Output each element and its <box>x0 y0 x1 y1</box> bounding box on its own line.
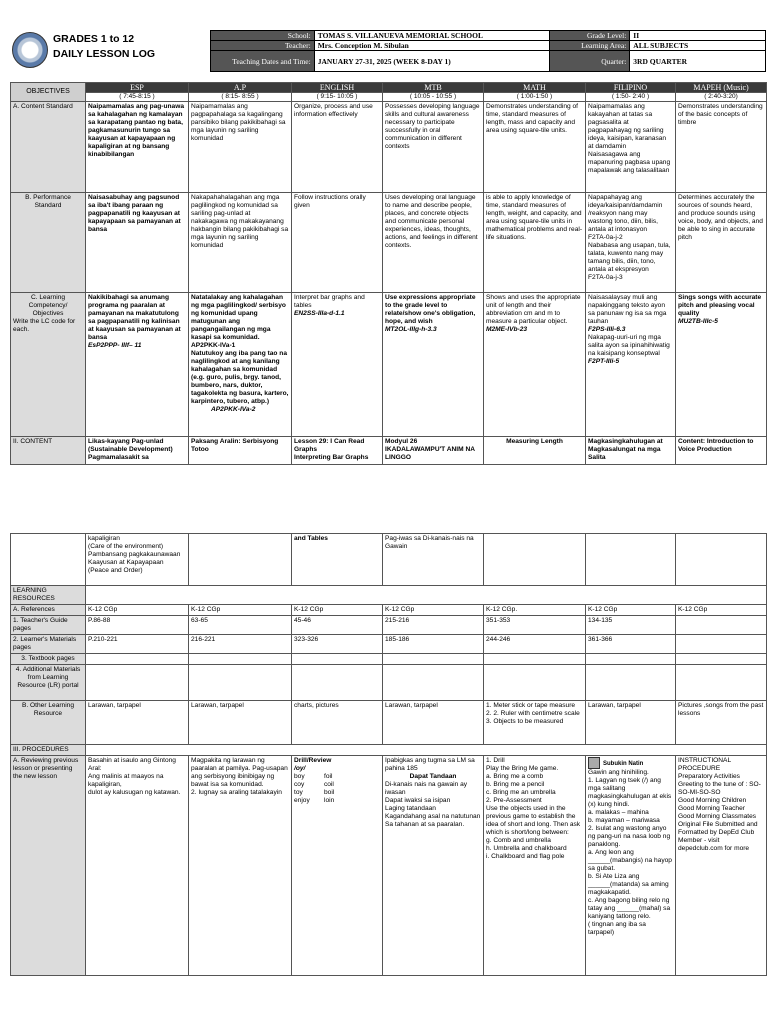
content-cont-filipino <box>586 534 676 586</box>
learners-materials-label: 2. Learner's Materials pages <box>11 635 86 654</box>
review-mtb-title: Dapat Tandaan <box>409 773 457 780</box>
tg-mtb: 215-216 <box>383 616 484 635</box>
competency-filipino <box>586 293 676 437</box>
objectives-label: OBJECTIVES <box>11 83 86 102</box>
school-label: School: <box>211 31 315 41</box>
subject-mtb: MTB <box>383 83 484 93</box>
time-math: ( 1:00-1:50 ) <box>484 93 586 102</box>
content-standard-mapeh: Demonstrates understanding of the basic concepts of timbre <box>676 102 767 193</box>
content-english: Lesson 29: I Can Read Graphs Interpreting Bar Graphs <box>292 437 383 465</box>
lm-mapeh <box>676 635 767 654</box>
review-esp: Basahin at isaulo ang Gintong Aral: Ang malinis at maayos na kapaligiran, dulot ay kalusugan ng katawan. <box>86 756 189 976</box>
school-value: TOMAS S. VILLANUEVA MEMORIAL SCHOOL <box>314 31 550 41</box>
content-standard-esp: Naipamamalas ang pag-unawa sa kahalagahan ng kamalayan sa karapatang pantao ng bata, pagkamasunurin tungo sa kaayusan at kapayapaan ng kapaligiran at ng bansang kinabibilangan <box>86 102 189 193</box>
competency-note: Write the LC code for each. <box>13 318 76 333</box>
performance-standard-mtb: Uses developing oral language to name and describe people, places, and concrete objects and communicate personal experiences, ideas, thoughts, actions, and feelings in different contexts. <box>383 193 484 293</box>
competency-mapeh-code: MU2TB-IIIc-5 <box>678 318 718 325</box>
competency-mapeh-text: Sings songs with accurate pitch and pleasing vocal quality <box>678 294 762 317</box>
review-filipino-text: Gawin ang hinihiling. 1. Lagyan ng tsek (/) ang mga salitang magkasingkahulugan at ekis (x) kung hindi. a. malakas – mahina b. mayaman – mariwasa 2. Isulat ang wastong anyo ng pang-uri na nasa loob ng panaklong. a. Ang leon ang ______(mabangis) na hayop sa gubat. b. Si Ate Liza ang ______(matanda) sa aming magkakapatid. c. Ang bagong biling relo ng tatay ang ______(mahal) sa kaniyang tatlong relo. ( tingnan ang iba sa tarpapel) <box>588 769 672 936</box>
time-filipino: ( 1:50- 2:40 ) <box>586 93 676 102</box>
content-cont-label <box>11 534 86 586</box>
competency-english <box>292 293 383 437</box>
drill-word-row: boy foil <box>294 773 333 780</box>
other-math: 1. Meter stick or tape measure 2. 2. Ruler with centimetre scale 3. Objects to be measured <box>484 701 586 745</box>
competency-math-text: Shows and uses the appropriate unit of length and their abbreviation cm and m to measure a particular object. <box>486 294 581 325</box>
references-filipino: K-12 CGp <box>586 605 676 616</box>
teacher-label: Teacher: <box>211 41 315 51</box>
content-standard-math: Demonstrates understanding of time, standard measures of length, mass and capacity and area using square-tile units. <box>484 102 586 193</box>
review-math: 1. Drill Play the Bring Me game. a. Bring me a comb b. Bring me a pencil c. Bring me an umbrella 2. Pre-Assessment Use the objects used in the previous game to establish the idea of short and long. Then ask which is short/long between: g. Comb and umbrella h. Umbrella and chalkboard i. Chalkboard and flag pole <box>484 756 586 976</box>
content-ap: Paksang Aralin: Serbisyong Totoo <box>189 437 292 465</box>
subject-math: MATH <box>484 83 586 93</box>
review-mtb-poem: Di-kanais nais na gawain ay iwasan Dapat iwaksi sa isipan Laging tatandaan Kagandahang asal na natutunan Sa tahanan at sa paaralan. <box>385 781 481 828</box>
competency-mtb-code: MT2OL-IIIg-h-3.3 <box>385 326 437 333</box>
lesson-log-table-page2 <box>10 533 767 976</box>
other-esp: Larawan, tarpapel <box>86 701 189 745</box>
references-mapeh: K-12 CGp <box>676 605 767 616</box>
review-mtb-intro: Ipabigkas ang tugma sa LM sa pahina 185 <box>385 757 475 772</box>
review-english-sound: /oy/ <box>294 765 306 772</box>
review-filipino <box>586 756 676 976</box>
drill-word-row: coy coil <box>294 781 334 788</box>
drill-word-row: toy boil <box>294 789 335 796</box>
other-english: charts, pictures <box>292 701 383 745</box>
grade-value: II <box>630 31 766 41</box>
other-mapeh: Pictures ,songs from the past lessons <box>676 701 767 745</box>
procedures-label: III. PROCEDURES <box>11 745 86 756</box>
lm-filipino: 361-366 <box>586 635 676 654</box>
competency-esp <box>86 293 189 437</box>
time-english: ( 9:15- 10:05 ) <box>292 93 383 102</box>
other-filipino: Larawan, tarpapel <box>586 701 676 745</box>
document-title <box>53 32 155 62</box>
content-filipino: Magkasingkahulugan at Magkasalungat na mga Salita <box>586 437 676 465</box>
competency-math-code: M2ME-IVb-23 <box>486 326 528 333</box>
subject-filipino: FILIPINO <box>586 83 676 93</box>
lm-math: 244-246 <box>484 635 586 654</box>
content-label: II. CONTENT <box>11 437 86 465</box>
content-cont-english: and Tables <box>292 534 383 586</box>
tg-filipino: 134-135 <box>586 616 676 635</box>
other-resource-label: B. Other Learning Resource <box>11 701 86 745</box>
content-standard-filipino: Naipamamalas ang kakayahan at tatas sa pagsasalita at pagpapahayag ng sariling ideya, kaisipan, karanasan at damdamin Naisasagawa ang mapanuring pagbasa upang mapalawak ang talasalitaan <box>586 102 676 193</box>
content-standard-english: Organize, process and use information effectively <box>292 102 383 193</box>
subject-esp: ESP <box>86 83 189 93</box>
subject-ap: A.P <box>189 83 292 93</box>
competency-mtb-text: Use expressions appropriate to the grade level to relate/show one's obligation, hope, and wish <box>385 294 476 325</box>
tg-ap: 63-65 <box>189 616 292 635</box>
content-cont-mtb: Pag-iwas sa Di-kanais-nais na Gawain <box>383 534 484 586</box>
quarter-value: 3RD QUARTER <box>630 51 766 72</box>
performance-standard-esp: Naisasabuhay ang pagsunod sa iba't ibang paraan ng pagpapanatili ng kaayusan at kapayapaan sa pamayanan at bansa <box>86 193 189 293</box>
time-ap: ( 8:15- 8:55 ) <box>189 93 292 102</box>
references-ap: K-12 CGp <box>189 605 292 616</box>
time-esp: ( 7:45-8:15 ) <box>86 93 189 102</box>
competency-filipino-code: F2PS-IIIi-6.3 <box>588 326 626 333</box>
tg-mapeh <box>676 616 767 635</box>
review-english-title: Drill/Review <box>294 757 332 764</box>
competency-ap-text: Natatalakay ang kahalagahan ng mga paglilingkod/ serbisyo ng komunidad upang matugunan ang pangangailangan ng mga kasapi sa komunidad. AP2PKK-IVa-1 Natutukoy ang iba pang tao na naglilingkod at ang kanilang kahalagahan sa komunidad (e.g. guro, pulis, brgy. tanod, bumbero, nars, duktor, tagakolekta ng basura, kartero, karpintero, tubero, atbp.) <box>191 294 289 405</box>
other-mtb: Larawan, tarpapel <box>383 701 484 745</box>
learning-resources-row <box>86 586 767 605</box>
references-mtb: K-12 CGp <box>383 605 484 616</box>
competency-esp-code: EsP2PPP- IIIf– 11 <box>88 342 142 349</box>
lm-esp: P.210-221 <box>86 635 189 654</box>
teacher-value: Mrs. Conception M. Sibulan <box>314 41 550 51</box>
review-ap: Magpakita ng larawan ng paaralan at pamilya. Pag-usapan ang serbisyong ibinibigay ng bawat isa sa komunidad. 2. Iugnay sa araling tatalakayin <box>189 756 292 976</box>
title-line-2: DAILY LESSON LOG <box>53 48 156 60</box>
competency-ap-code: AP2PKK-IVa-2 <box>211 406 256 413</box>
references-english: K-12 CGp <box>292 605 383 616</box>
additional-materials-label: 4. Additional Materials from Learning Resource (LR) portal <box>11 665 86 701</box>
content-mapeh: Content: Introduction to Voice Production <box>676 437 767 465</box>
subject-english: ENGLISH <box>292 83 383 93</box>
book-icon <box>588 757 600 769</box>
competency-label-cell <box>11 293 86 437</box>
content-math: Measuring Length <box>484 437 586 465</box>
area-value: ALL SUBJECTS <box>630 41 766 51</box>
content-standard-label: A. Content Standard <box>11 102 86 193</box>
review-mapeh: INSTRUCTIONAL PROCEDURE Preparatory Activities Greeting to the tune of : SO-SO-MI-SO-SO Good Morning Children Good Morning Teacher Good Morning Classmates Original File Submitted and Formatted by DepEd Club Member - visit depedclub.com for more <box>676 756 767 976</box>
time-mtb: ( 10:05 - 10:55 ) <box>383 93 484 102</box>
deped-seal-logo <box>12 32 48 68</box>
time-mapeh: ( 2:40-3:20) <box>676 93 767 102</box>
lm-mtb: 185-186 <box>383 635 484 654</box>
competency-filipino-text: Naisasalaysay muli ang napakinggang teksto ayon sa panunaw ng isa sa mga tauhan <box>588 294 667 325</box>
competency-english-code: EN2SS-IIIa-d-1.1 <box>294 310 345 317</box>
review-mtb <box>383 756 484 976</box>
references-math: K-12 CGp. <box>484 605 586 616</box>
performance-standard-label: B. Performance Standard <box>11 193 86 293</box>
subject-mapeh: MAPEH (Music) <box>676 83 767 93</box>
competency-mapeh <box>676 293 767 437</box>
dates-value: JANUARY 27-31, 2025 (WEEK 8-DAY 1) <box>314 51 550 72</box>
content-cont-mapeh <box>676 534 767 586</box>
review-english <box>292 756 383 976</box>
tg-math: 351-353 <box>484 616 586 635</box>
performance-standard-ap: Nakapahahalagahan ang mga paglilingkod ng komunidad sa sariling pag-unlad at nakakagawa ng makakayanang hakbangin bilang pakikibahagi sa mga layunin ng sariling komunidad <box>189 193 292 293</box>
competency-filipino-text2: Nakapag-uuri-uri ng mga salita ayon sa ipinahihiwatig na kaisipang konseptwal <box>588 334 670 357</box>
content-mtb: Modyul 26 IKADALAWAMPU'T ANIM NA LINGGO <box>383 437 484 465</box>
competency-ap <box>189 293 292 437</box>
teachers-guide-label: 1. Teacher's Guide pages <box>11 616 86 635</box>
competency-esp-text: Nakikibahagi sa anumang programa ng paaralan at pamayanan na makatutulong sa pagpapanatili ng kalinisan at kaayusan sa pamayanan at bansa <box>88 294 181 341</box>
performance-standard-filipino: Napapahayag ang ideya/kaisipan/damdamin /reaksyon nang may wastong tono, diin, bilis, antala at intonasyon F2TA-0a-j-2 Nababasa ang usapan, tula, talata, kuwento nang may tamang bilis, diin, tono, antala at ekspresyon F2TA-0a-j-3 <box>586 193 676 293</box>
subukin-natin-badge: Subukin Natin <box>588 757 673 769</box>
competency-filipino-code2: F2PT-IIIi-5 <box>588 358 620 365</box>
header-info-table <box>210 30 766 72</box>
lm-english: 323-326 <box>292 635 383 654</box>
performance-standard-mapeh: Determines accurately the sources of sounds heard, and produce sounds using voice, body, and objects, and be able to sing in accurate pitch <box>676 193 767 293</box>
drill-word-row: enjoy loin <box>294 797 335 804</box>
content-cont-esp: kapaligiran (Care of the environment) Pambansang pagkakaunawaan Kaayusan at Kapayapaan (Peace and Order) <box>86 534 189 586</box>
title-line-1: GRADES 1 to 12 <box>53 33 135 45</box>
procedures-row <box>86 745 767 756</box>
quarter-label: Quarter: <box>550 51 630 72</box>
competency-label: C. Learning Competency/ Objectives <box>28 294 68 317</box>
content-cont-math <box>484 534 586 586</box>
performance-standard-math: is able to apply knowledge of time, standard measures of length, weight, and capacity, and area using square-tile units in mathematical problems and real-life situations. <box>484 193 586 293</box>
content-standard-ap: Naipamamalas ang pagpapahalaga sa kagalingang pansibiko bilang pakikibahagi sa mga layunin ng sariling komunidad <box>189 102 292 193</box>
tg-esp: P.86-88 <box>86 616 189 635</box>
content-cont-ap <box>189 534 292 586</box>
content-esp: Likas-kayang Pag-unlad (Sustainable Development) Pagmamalasakit sa <box>86 437 189 465</box>
area-label: Learning Area: <box>550 41 630 51</box>
performance-standard-english: Follow instructions orally given <box>292 193 383 293</box>
content-standard-mtb: Possesses developing language skills and cultural awareness necessary to participate successfully in oral communication in different contexts <box>383 102 484 193</box>
references-esp: K-12 CGp <box>86 605 189 616</box>
competency-english-text: Interpret bar graphs and tables <box>294 294 365 309</box>
competency-mtb <box>383 293 484 437</box>
review-label: A. Reviewing previous lesson or presenting the new lesson <box>11 756 86 976</box>
dates-label: Teaching Dates and Time: <box>211 51 315 72</box>
other-ap: Larawan, tarpapel <box>189 701 292 745</box>
references-label: A. References <box>11 605 86 616</box>
textbook-label: 3. Textbook pages <box>11 654 86 665</box>
lesson-log-table-page1 <box>10 82 767 465</box>
grade-label: Grade Level: <box>550 31 630 41</box>
tg-english: 45-46 <box>292 616 383 635</box>
learning-resources-label: LEARNING RESOURCES <box>11 586 86 605</box>
competency-math <box>484 293 586 437</box>
lm-ap: 216-221 <box>189 635 292 654</box>
